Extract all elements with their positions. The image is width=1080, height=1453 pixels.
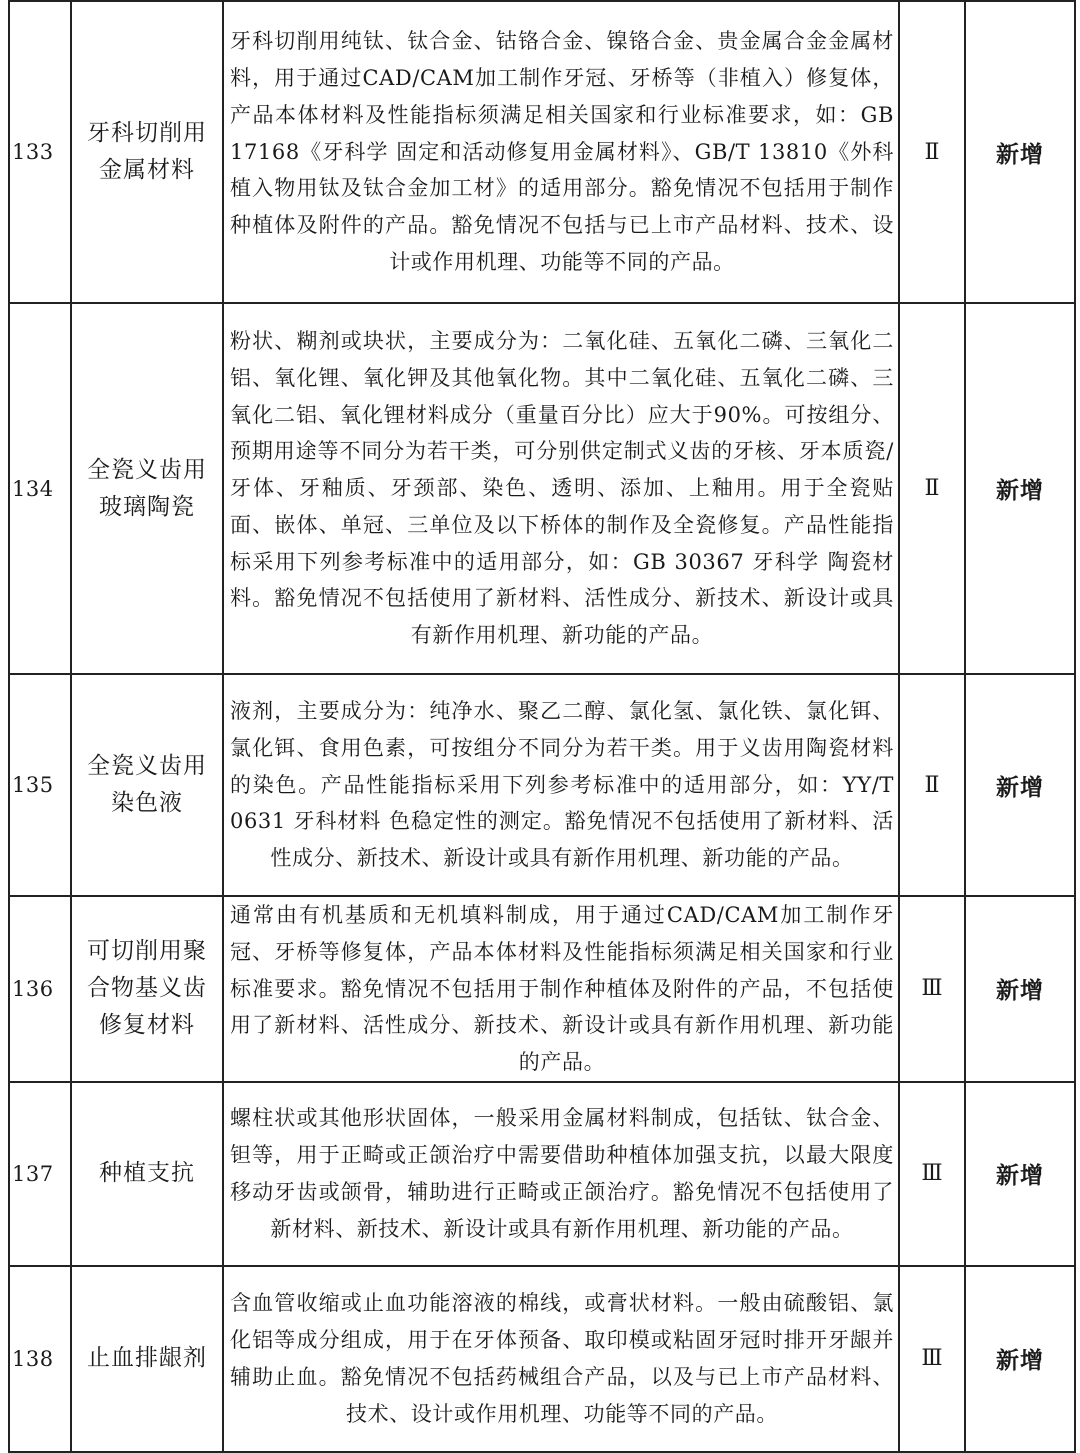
row-number: 134	[9, 303, 71, 674]
table-row	[9, 303, 1075, 674]
management-class: Ⅱ	[899, 1, 965, 303]
row-number: 138	[9, 1266, 71, 1452]
remark-badge: 新增	[965, 303, 1075, 674]
remark-badge: 新增	[965, 1266, 1075, 1452]
product-description: 粉状、糊剂或块状，主要成分为：二氧化硅、五氧化二磷、三氧化二铝、氧化锂、氧化钾及其他氧化物。其中二氧化硅、五氧化二磷、三氧化二铝、氧化锂材料成分（重量百分比）应大于90%。可按组分、预期用途等不同分为若干类，可分别供定制式义齿的牙核、牙本质瓷/牙体、牙釉质、牙颈部、染色、透明、添加、上釉用。用于全瓷贴面、嵌体、单冠、三单位及以下桥体的制作及全瓷修复。产品性能指标采用下列参考标准中的适用部分，如：GB 30367 牙科学 陶瓷材料。豁免情况不包括使用了新材料、活性成分、新技术、新设计或具有新作用机理、新功能的产品。	[223, 303, 899, 674]
product-name: 种植支抗	[71, 1082, 223, 1266]
management-class: Ⅲ	[899, 1082, 965, 1266]
product-name: 全瓷义齿用玻璃陶瓷	[71, 303, 223, 674]
table-row	[9, 1266, 1075, 1452]
device-catalog-table	[8, 0, 1076, 1453]
remark-badge: 新增	[965, 1082, 1075, 1266]
product-description: 液剂，主要成分为：纯净水、聚乙二醇、氯化氢、氯化铁、氯化铒、氯化铒、食用色素，可按组分不同分为若干类。用于义齿用陶瓷材料的染色。产品性能指标采用下列参考标准中的适用部分，如：YY/T 0631 牙科材料 色稳定性的测定。豁免情况不包括使用了新材料、活性成分、新技术、新设计或具有新作用机理、新功能的产品。	[223, 674, 899, 896]
remark-badge: 新增	[965, 896, 1075, 1082]
row-number: 136	[9, 896, 71, 1082]
row-number: 135	[9, 674, 71, 896]
product-name: 可切削用聚合物基义齿修复材料	[71, 896, 223, 1082]
management-class: Ⅲ	[899, 896, 965, 1082]
remark-badge: 新增	[965, 674, 1075, 896]
table-row	[9, 1, 1075, 303]
row-number: 133	[9, 1, 71, 303]
table-row	[9, 674, 1075, 896]
product-description: 牙科切削用纯钛、钛合金、钴铬合金、镍铬合金、贵金属合金金属材料，用于通过CAD/CAM加工制作牙冠、牙桥等（非植入）修复体，产品本体材料及性能指标须满足相关国家和行业标准要求，如：GB 17168《牙科学 固定和活动修复用金属材料》、GB/T 13810《外科植入物用钛及钛合金加工材》的适用部分。豁免情况不包括用于制作种植体及附件的产品。豁免情况不包括与已上市产品材料、技术、设计或作用机理、功能等不同的产品。	[223, 1, 899, 303]
product-name: 牙科切削用金属材料	[71, 1, 223, 303]
table-row	[9, 896, 1075, 1082]
product-description: 螺柱状或其他形状固体，一般采用金属材料制成，包括钛、钛合金、钽等，用于正畸或正颌治疗中需要借助种植体加强支抗，以最大限度移动牙齿或颌骨，辅助进行正畸或正颌治疗。豁免情况不包括使用了新材料、新技术、新设计或具有新作用机理、新功能的产品。	[223, 1082, 899, 1266]
product-description: 通常由有机基质和无机填料制成，用于通过CAD/CAM加工制作牙冠、牙桥等修复体，产品本体材料及性能指标须满足相关国家和行业标准要求。豁免情况不包括用于制作种植体及附件的产品，不包括使用了新材料、活性成分、新技术、新设计或具有新作用机理、新功能的产品。	[223, 896, 899, 1082]
product-name: 全瓷义齿用染色液	[71, 674, 223, 896]
table-row	[9, 1082, 1075, 1266]
management-class: Ⅱ	[899, 303, 965, 674]
product-name: 止血排龈剂	[71, 1266, 223, 1452]
management-class: Ⅲ	[899, 1266, 965, 1452]
remark-badge: 新增	[965, 1, 1075, 303]
product-description: 含血管收缩或止血功能溶液的棉线，或膏状材料。一般由硫酸铝、氯化铝等成分组成，用于在牙体预备、取印模或粘固牙冠时排开牙龈并辅助止血。豁免情况不包括药械组合产品，以及与已上市产品材料、技术、设计或作用机理、功能等不同的产品。	[223, 1266, 899, 1452]
management-class: Ⅱ	[899, 674, 965, 896]
row-number: 137	[9, 1082, 71, 1266]
